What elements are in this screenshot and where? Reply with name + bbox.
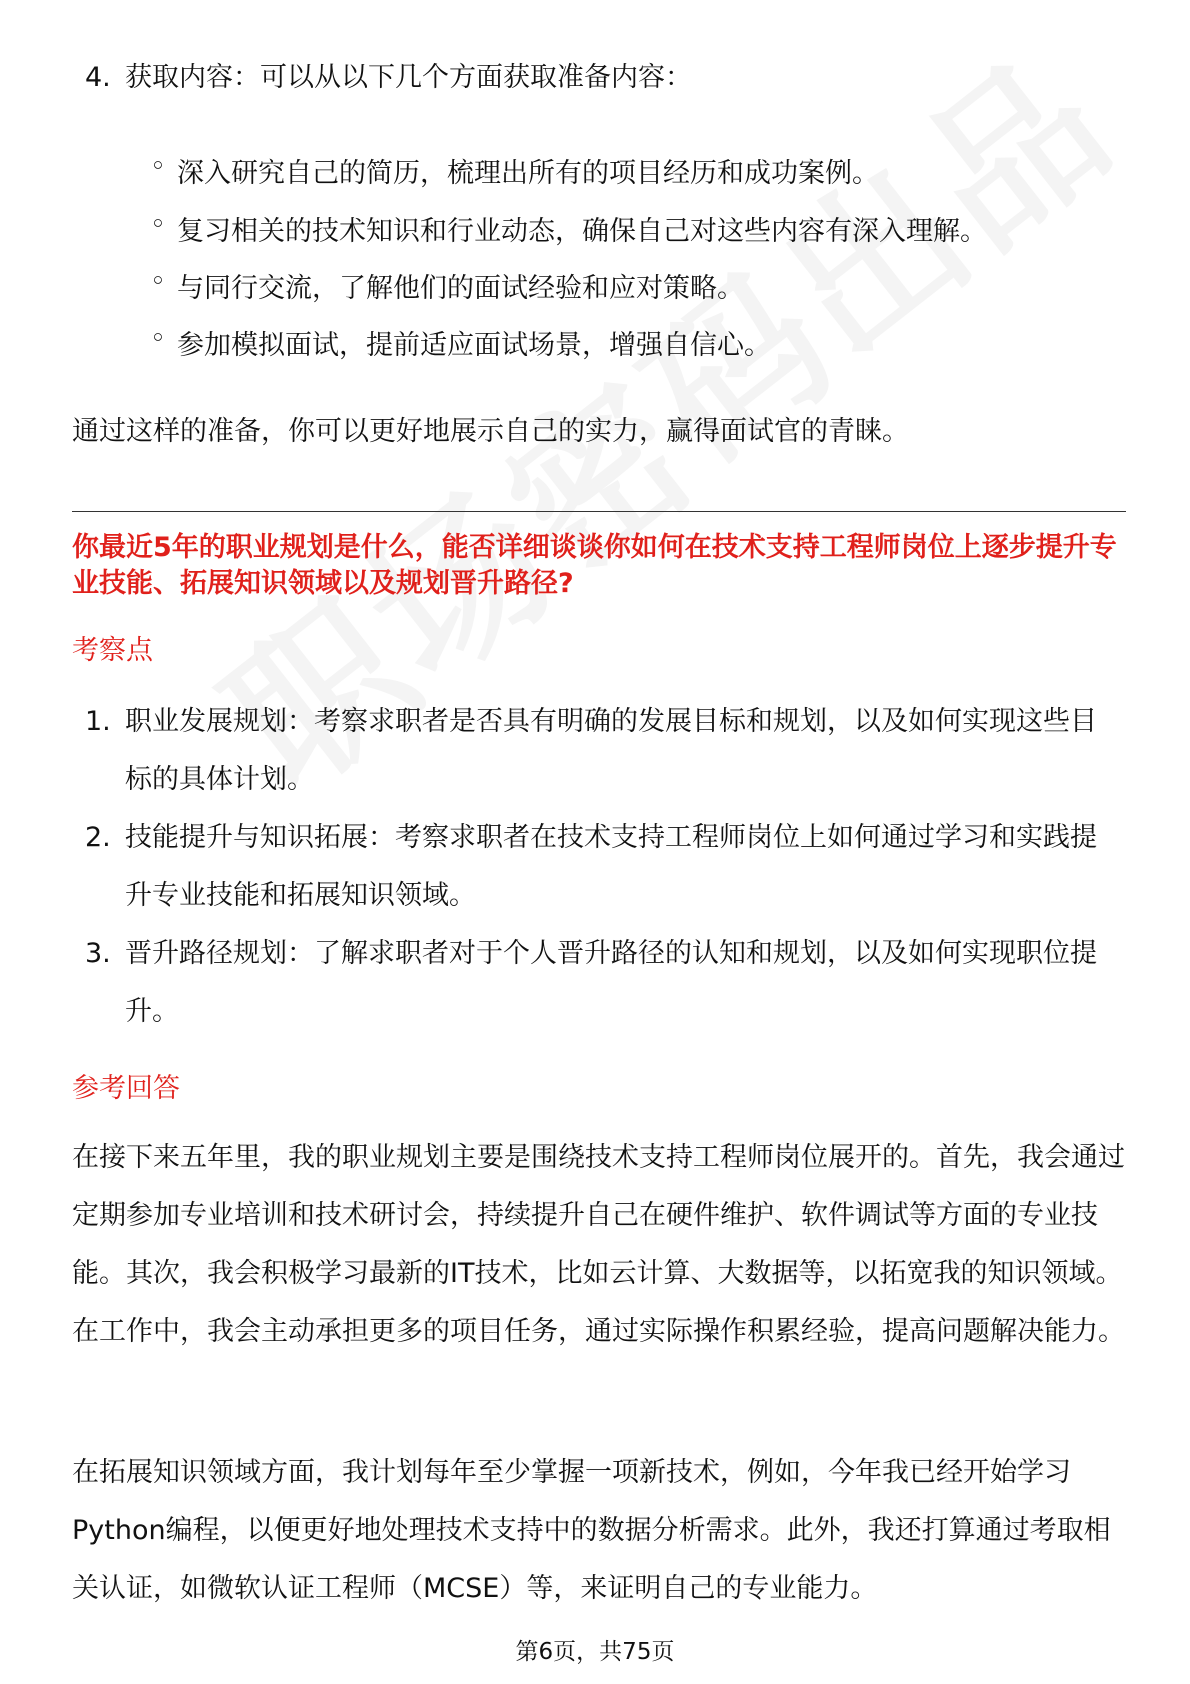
section-divider (72, 511, 1126, 512)
list-item-text: 获取内容：可以从以下几个方面获取准备内容： (125, 62, 692, 93)
question-heading: 你最近5年的职业规划是什么，能否详细谈谈你如何在技术支持工程师岗位上逐步提升专业技能、拓展知识领域以及规划晋升路径? (72, 532, 1117, 599)
section-title-reference-answer: 参考回答 (72, 1073, 180, 1104)
page-footer: 第6页，共75页 (515, 1639, 675, 1665)
section-title-assessment: 考察点 (72, 635, 153, 666)
bullet-text: 深入研究自己的简历，梳理出所有的项目经历和成功案例。 (177, 158, 879, 189)
closing-paragraph: 通过这样的准备，你可以更好地展示自己的实力，赢得面试官的青睐。 (72, 416, 909, 447)
bullet-icon: ◦ (150, 323, 166, 354)
list-item-text: 职业发展规划：考察求职者是否具有明确的发展目标和规划，以及如何实现这些目标的具体计划。 (125, 706, 1097, 795)
answer-paragraph: 在拓展知识领域方面，我计划每年至少掌握一项新技术，例如，今年我已经开始学习Python编程，以便更好地处理技术支持中的数据分析需求。此外，我还打算通过考取相关认证，如微软认证工程师（MCSE）等，来证明自己的专业能力。 (72, 1457, 1111, 1604)
answer-paragraph: 在接下来五年里，我的职业规划主要是围绕技术支持工程师岗位展开的。首先，我会通过定期参加专业培训和技术研讨会，持续提升自己在硬件维护、软件调试等方面的专业技能。其次，我会积极学习最新的IT技术，比如云计算、大数据等，以拓宽我的知识领域。在工作中，我会主动承担更多的项目任务，通过实际操作积累经验，提高问题解决能力。 (72, 1142, 1125, 1347)
list-number: 2. (85, 822, 111, 853)
bullet-text: 与同行交流，了解他们的面试经验和应对策略。 (177, 273, 744, 304)
bullet-icon: ◦ (150, 151, 166, 182)
bullet-text: 参加模拟面试，提前适应面试场景，增强自信心。 (177, 330, 771, 361)
bullet-icon: ◦ (150, 266, 166, 297)
list-number: 1. (85, 706, 111, 737)
list-item-text: 技能提升与知识拓展：考察求职者在技术支持工程师岗位上如何通过学习和实践提升专业技能和拓展知识领域。 (125, 822, 1097, 911)
list-item-text: 晋升路径规划：了解求职者对于个人晋升路径的认知和规划，以及如何实现职位提升。 (125, 938, 1097, 1027)
list-number: 3. (85, 938, 111, 969)
bullet-text: 复习相关的技术知识和行业动态，确保自己对这些内容有深入理解。 (177, 216, 987, 247)
list-number: 4. (85, 62, 111, 93)
bullet-icon: ◦ (150, 209, 166, 240)
